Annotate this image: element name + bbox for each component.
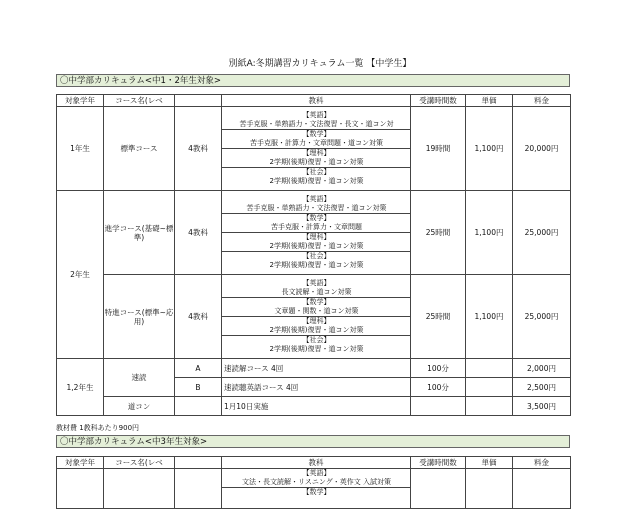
- course-cell: 標準コース: [104, 107, 175, 191]
- hours-cell: 100分: [411, 359, 466, 378]
- table-row: [57, 191, 571, 275]
- header-fee: 料金: [513, 457, 571, 469]
- header-course: コース名(レベ: [104, 457, 175, 469]
- header-content: 教科: [222, 457, 411, 469]
- grade-cell: 1年生: [57, 107, 104, 191]
- unit-price-cell: [466, 397, 513, 416]
- content-cell: 1月10日実施: [222, 397, 411, 416]
- subjects-cell: 4教科: [175, 275, 222, 359]
- option-label: B: [175, 378, 222, 397]
- subjects-cell: 4教科: [175, 191, 222, 275]
- content-cell: 速読解コース 4回: [222, 359, 411, 378]
- hours-cell: 25時間: [411, 275, 466, 359]
- section-band-2: 〇中学部カリキュラム<中3年生対象>: [56, 435, 570, 448]
- unit-price-cell: [466, 359, 513, 378]
- subject-block-english: 【英語】 苦手克服・単熟語力・文法復習・道コン対策: [246, 195, 387, 212]
- header-content: 教科: [222, 95, 411, 107]
- unit-price-cell: [466, 469, 513, 509]
- material-fee-note: 教材費 1教科あたり900円: [56, 424, 140, 432]
- hours-cell: 100分: [411, 378, 466, 397]
- hours-cell: 19時間: [411, 107, 466, 191]
- fee-cell: 20,000円: [513, 107, 571, 191]
- content-cell: [222, 275, 411, 359]
- grade-cell: 1,2年生: [57, 359, 104, 416]
- fee-cell: 2,500円: [513, 378, 571, 397]
- page-title: 別紙A:冬期講習カリキュラム一覧 【中学生】: [228, 59, 412, 69]
- fee-cell: [513, 469, 571, 509]
- subject-block-english: 【英語】 長文読解・道コン対策: [281, 279, 352, 296]
- table-row: [57, 107, 571, 191]
- header-hours: 受講時間数: [411, 95, 466, 107]
- content-cell: [222, 191, 411, 275]
- curriculum-table-2: [56, 456, 571, 509]
- header-grade: 対象学年: [57, 95, 104, 107]
- header-hours: 受講時間数: [411, 457, 466, 469]
- subject-block-english: 【英語】 文法・長文読解・リスニング・英作文 入試対策: [242, 469, 391, 486]
- subject-block-social: 【社会】 2学期(後期)復習・道コン対策: [222, 251, 410, 270]
- subject-block-science: 【理科】 2学期(後期)復習・道コン対策: [222, 316, 410, 335]
- section-band-1: 〇中学部カリキュラム<中1・2年生対象>: [56, 74, 570, 87]
- hours-cell: [411, 469, 466, 509]
- subject-block-science: 【理科】 2学期(後期)復習・道コン対策: [222, 232, 410, 251]
- unit-price-cell: 1,100円: [466, 275, 513, 359]
- grade-cell: 2年生: [57, 191, 104, 359]
- course-cell: 特進コース(標準~応用): [104, 275, 175, 359]
- unit-price-cell: [466, 378, 513, 397]
- header-fee: 料金: [513, 95, 571, 107]
- course-cell: 道コン: [104, 397, 175, 416]
- fee-cell: 3,500円: [513, 397, 571, 416]
- course-cell: 速読: [104, 359, 175, 397]
- content-cell: [222, 107, 411, 191]
- header-blank: [175, 95, 222, 107]
- subject-block-english: 【英語】 苦手克服・単熟語力・文法復習・長文・道コン対: [239, 111, 394, 128]
- hours-cell: [411, 397, 466, 416]
- fee-cell: 25,000円: [513, 275, 571, 359]
- table-row: [57, 397, 571, 416]
- subject-block-social: 【社会】 2学期(後期)復習・道コン対策: [222, 335, 410, 354]
- subject-block-math: 【数学】: [222, 487, 410, 497]
- table-row: [57, 275, 571, 359]
- subject-block-math: 【数学】 苦手克服・計算力・文章問題・道コン対策: [222, 129, 410, 148]
- fee-cell: 25,000円: [513, 191, 571, 275]
- content-cell: 速読聴英語コース 4回: [222, 378, 411, 397]
- curriculum-table-1: [56, 94, 571, 416]
- fee-cell: 2,000円: [513, 359, 571, 378]
- table-header-row: [57, 95, 571, 107]
- hours-cell: 25時間: [411, 191, 466, 275]
- subject-block-science: 【理科】 2学期(後期)復習・道コン対策: [222, 148, 410, 167]
- content-cell: [222, 469, 411, 509]
- unit-price-cell: 1,100円: [466, 107, 513, 191]
- table-row: [57, 359, 571, 378]
- header-course: コース名(レベ: [104, 95, 175, 107]
- table-row: [57, 469, 571, 509]
- header-unit-price: 単価: [466, 95, 513, 107]
- subject-block-math: 【数学】 苦手克服・計算力・文章問題: [222, 213, 410, 232]
- header-grade: 対象学年: [57, 457, 104, 469]
- table-header-row: [57, 457, 571, 469]
- option-label: A: [175, 359, 222, 378]
- subject-block-social: 【社会】 2学期(後期)復習・道コン対策: [222, 167, 410, 186]
- subject-block-math: 【数学】 文章題・関数・道コン対策: [222, 297, 410, 316]
- subjects-cell: [175, 469, 222, 509]
- header-unit-price: 単価: [466, 457, 513, 469]
- course-cell: 進学コース(基礎~標準): [104, 191, 175, 275]
- grade-cell: [57, 469, 104, 509]
- option-label: [175, 397, 222, 416]
- unit-price-cell: 1,100円: [466, 191, 513, 275]
- subjects-cell: 4教科: [175, 107, 222, 191]
- header-blank: [175, 457, 222, 469]
- course-cell: [104, 469, 175, 509]
